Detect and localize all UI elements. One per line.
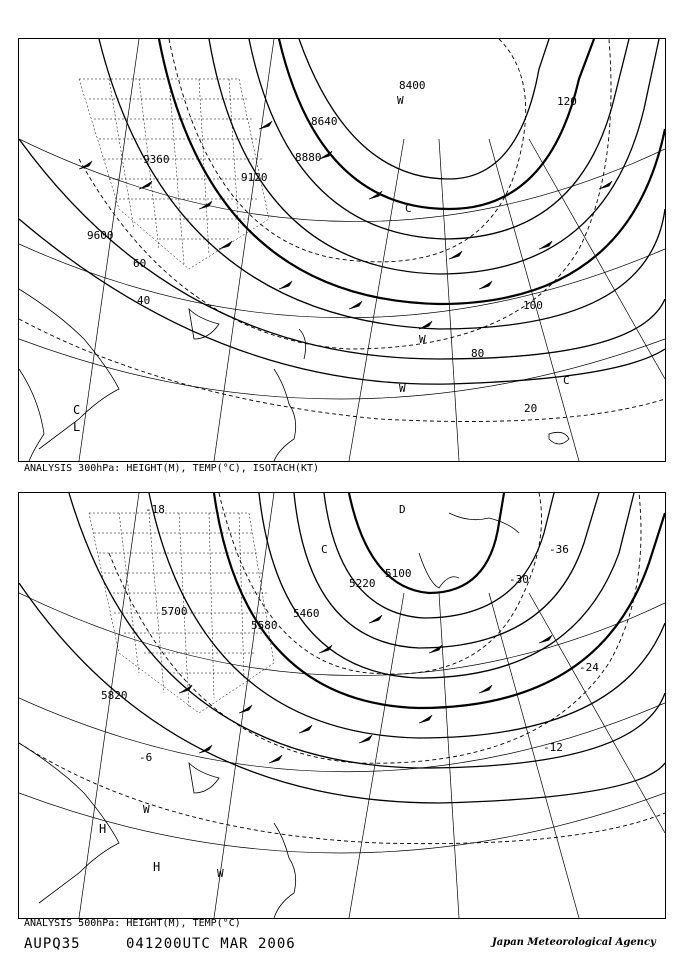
height-label-5220: 5220 [349,577,376,590]
height-label-8880: 8880 [295,151,322,164]
isotach-label-120: 120 [557,95,577,108]
map-500hpa [18,492,666,919]
marker-warm-2: W [217,867,224,880]
coastlines [19,513,519,918]
height-label-8640: 8640 [311,115,338,128]
marker-warm-2: W [419,333,426,346]
height-label-9600: 9600 [87,229,114,242]
marker-high-1: H [99,822,107,836]
marker-high-2: H [153,860,161,874]
caption-300hpa: ANALYSIS 300hPa: HEIGHT(M), TEMP(°C), ISOTACH(KT) [24,463,320,474]
isotach-label-80: 80 [471,347,485,360]
temp-label-minus18: -18 [145,503,165,516]
height-label-5100: 5100 [385,567,412,580]
marker-d: D [399,503,406,516]
isotach-label-60: 60 [133,257,147,270]
temp-label-minus6: -6 [139,751,153,764]
height-label-5700: 5700 [161,605,188,618]
map-300hpa [18,38,666,462]
marker-warm-1: W [397,94,404,107]
height-contours [19,493,665,803]
height-label-5820: 5820 [101,689,128,702]
height-label-5580: 5580 [251,619,278,632]
coastlines [19,289,569,461]
chart-code: AUPQ35 [24,936,81,952]
marker-cold-center: C [73,403,81,417]
valid-time: 041200UTC MAR 2006 [126,936,296,952]
map-300hpa-svg [19,39,665,461]
temp-label-minus24: -24 [579,661,599,674]
height-label-8400: 8400 [399,79,426,92]
wind-barbs [179,615,552,763]
map-500hpa-svg [19,493,665,918]
isotach-label-20: 20 [524,402,538,415]
height-label-9120: 9120 [241,171,268,184]
height-label-5460: 5460 [293,607,320,620]
height-contours [19,39,665,384]
marker-warm-3: W [399,382,406,395]
temp-label-minus30: -30 [509,573,529,586]
agency-name: Japan Meteorological Agency [492,937,656,948]
marker-low: L [73,420,81,434]
isotach-label-100: 100 [523,299,543,312]
temp-label-minus36: -36 [549,543,569,556]
graticule [19,493,665,918]
temp-label-minus12: -12 [543,741,563,754]
marker-cold-3: C [563,374,570,387]
marker-cold-2: C [405,202,412,215]
marker-cold-center: C [321,543,328,556]
isotach-label-40: 40 [137,294,151,307]
caption-500hpa: ANALYSIS 500hPa: HEIGHT(M), TEMP(°C) [24,918,241,929]
height-label-9360: 9360 [143,153,170,166]
marker-warm-1: W [143,803,150,816]
